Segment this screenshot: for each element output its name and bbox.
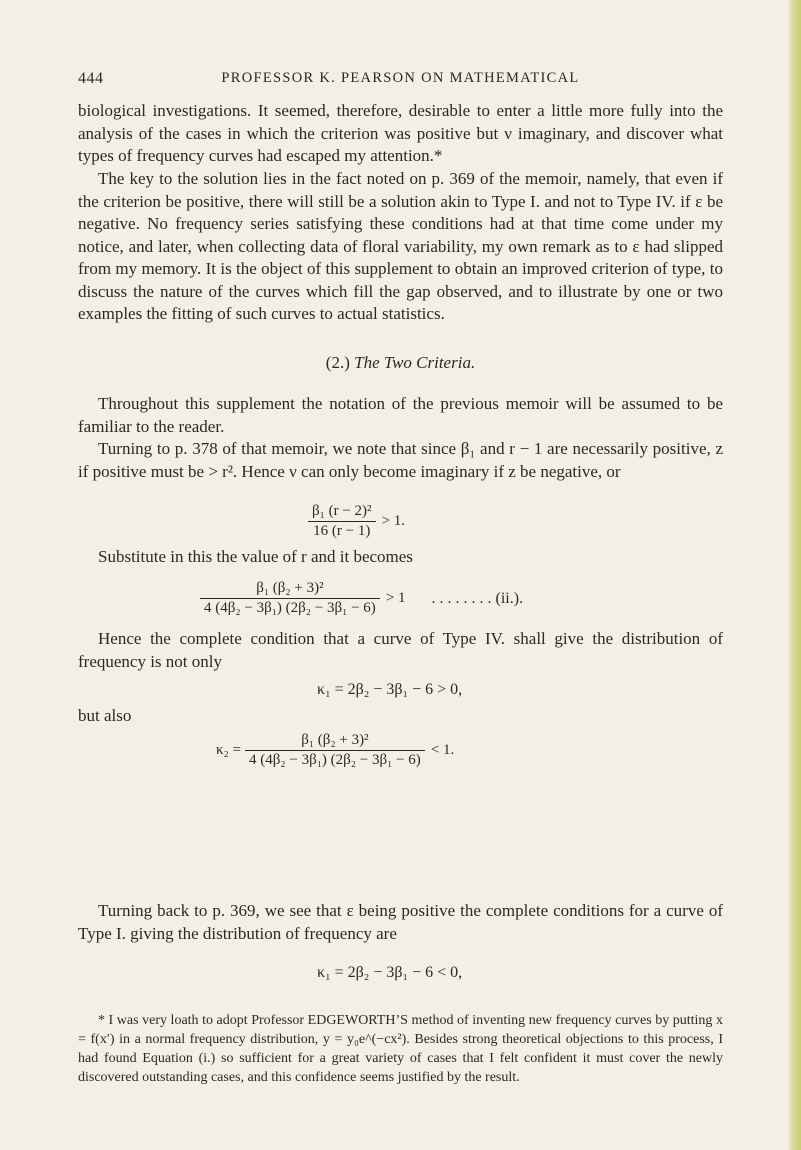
paragraph-hence: Hence the complete condition that a curve of Type IV. shall give the distribution of frequency is not only — [78, 629, 723, 671]
equation-5: κ₁ = 2β₂ − 3β₁ − 6 < 0, — [317, 964, 463, 981]
but-also-label: but also — [78, 706, 132, 725]
equation-3: κ₁ = 2β₂ − 3β₁ − 6 > 0, — [317, 681, 463, 698]
section-title: The Two Criteria. — [354, 353, 476, 372]
eq4-numerator: β₁ (β₂ + 3)² — [245, 732, 425, 751]
eq4-denominator: 4 (4β₂ − 3β₁) (2β₂ − 3β₁ − 6) — [249, 752, 421, 768]
eq2-relation: > 1 — [385, 590, 406, 606]
eq4-lhs: κ₂ = — [216, 742, 241, 758]
eq4-relation: < 1. — [430, 742, 455, 758]
paragraph-substitute: Substitute in this the value of r and it becomes — [98, 547, 413, 566]
page-number: 444 — [78, 70, 104, 87]
paragraph-notation: Throughout this supplement the notation of the previous memoir will be assumed to be familiar to the reader. — [78, 394, 723, 436]
page-edge-shadow — [787, 0, 801, 1150]
eq1-relation: > 1. — [381, 513, 406, 529]
paragraph-turning: Turning to p. 378 of that memoir, we note that since β₁ and r − 1 are necessarily positive, z if positive must be > r². Hence ν can only become imaginary if z be negative, or — [78, 439, 723, 481]
eq2-denominator: 4 (4β₂ − 3β₁) (2β₂ − 3β₁ − 6) — [204, 600, 376, 616]
paragraph-type-one: Turning back to p. 369, we see that ε being positive the complete conditions for a curve of Type I. giving the distribution of frequency are — [78, 901, 723, 943]
section-heading — [78, 353, 723, 373]
paragraph-intro: biological investigations. It seemed, therefore, desirable to enter a little more fully into the analysis of the cases in which the criterion was positive but ν imaginary, and discover what types of frequency curves had escaped my attention.* — [78, 101, 723, 165]
equation-1 — [308, 503, 405, 540]
equation-2 — [200, 580, 523, 617]
eq2-tag: . . . . . . . . (ii.). — [431, 589, 524, 607]
running-header — [78, 70, 723, 92]
eq1-numerator: β₁ (r − 2)² — [308, 503, 376, 522]
eq1-denominator: 16 (r − 1) — [313, 523, 371, 539]
paragraph-key: The key to the solution lies in the fact noted on p. 369 of the memoir, namely, that even if the criterion be positive, there will still be a solution akin to Type I. and not to Type IV. if ε be negative. No frequency series satisfying these conditions had at that time come under my notice, and later, when collecting data of floral variability, my own remark as to ε had slipped from my memory. It is the object of this supplement to obtain an improved criterion of type, to discuss the nature of the curves which fill the gap observed, and to illustrate by one or two examples the fitting of such curves to actual statistics. — [78, 169, 723, 323]
equation-4 — [216, 732, 454, 769]
section-number: (2.) — [325, 353, 350, 372]
footnote: * I was very loath to adopt Professor EDGEWORTH’S method of inventing new frequency curves by putting x = f(x′) in a normal frequency distribution, y = y₀e^(−cx²). Besides strong theoretical objections to this process, I had found Equation (i.) so sufficient for a great variety of cases that I felt confident it must cover the newly discovered outstanding cases, and this confidence seems justified by the result. — [78, 1013, 723, 1085]
eq2-numerator: β₁ (β₂ + 3)² — [200, 580, 380, 599]
running-title: PROFESSOR K. PEARSON ON MATHEMATICAL — [221, 70, 580, 86]
